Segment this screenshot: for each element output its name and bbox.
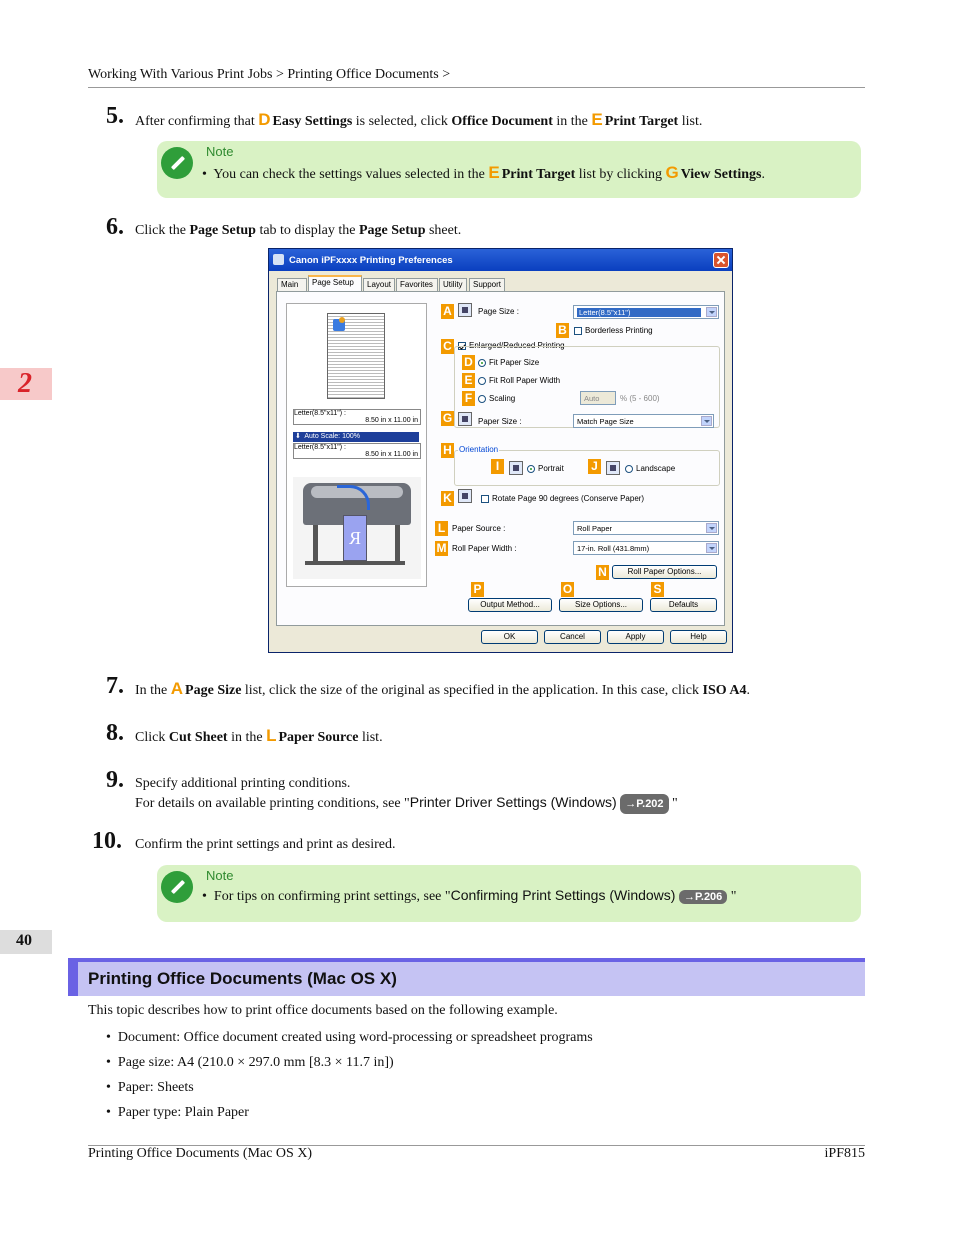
printer-icon xyxy=(273,254,284,265)
orientation-group xyxy=(454,450,720,486)
marker-g: G xyxy=(442,411,453,425)
marker-m: M xyxy=(436,541,447,555)
rotate-checkbox[interactable] xyxy=(481,495,489,503)
enlarged-option[interactable]: Enlarged/Reduced Printing xyxy=(458,341,565,350)
marker-k: K xyxy=(441,491,454,506)
step-text: In the A Page Size list, click the size of the original as specified in the application. In this case, click ISO A4. xyxy=(135,679,750,698)
marker-i: I xyxy=(491,459,504,474)
note-pencil-icon xyxy=(161,147,193,179)
fit-paper-option[interactable]: Fit Paper Size xyxy=(478,358,539,367)
step-number: 6. xyxy=(106,214,124,240)
page-size-icon xyxy=(458,303,472,317)
chapter-tab xyxy=(0,368,52,400)
note-box xyxy=(157,141,861,198)
note-label: Note xyxy=(206,144,234,159)
chevron-down-icon xyxy=(706,543,717,553)
tab-layout[interactable]: Layout xyxy=(363,278,395,291)
printing-preferences-dialog xyxy=(268,248,733,653)
tab-support[interactable]: Support xyxy=(469,278,505,291)
step-number: 10. xyxy=(92,828,122,854)
portrait-option[interactable]: Portrait xyxy=(527,464,564,473)
scaling-range: % (5 - 600) xyxy=(620,394,660,403)
note-pencil-icon xyxy=(161,871,193,903)
fit-roll-option[interactable]: Fit Roll Paper Width xyxy=(478,376,560,385)
marker-d: D xyxy=(462,355,475,370)
rotate-page-icon xyxy=(458,489,472,503)
footer-model: iPF815 xyxy=(824,1146,865,1161)
marker-n: N xyxy=(596,565,609,580)
marker-f: F xyxy=(462,391,475,406)
defaults-button[interactable]: Defaults xyxy=(650,598,717,612)
list-item: • Document: Office document created using word-processing or spreadsheet programs xyxy=(106,1030,593,1045)
page-number-tab xyxy=(0,930,52,954)
confirming-print-settings-link[interactable]: Confirming Print Settings (Windows) xyxy=(450,887,676,903)
step-text: Click Cut Sheet in the L Paper Source list. xyxy=(135,726,383,745)
note-text: • You can check the settings values selected in the E Print Target list by clicking G View Settings. xyxy=(202,163,765,182)
page-ref-badge[interactable]: →P.206 xyxy=(679,890,727,904)
page-number: 40 xyxy=(16,932,32,949)
marker-p: P xyxy=(471,582,484,597)
marker-s: S xyxy=(651,582,664,597)
tab-favorites[interactable]: Favorites xyxy=(396,278,438,291)
preview-pane xyxy=(286,303,427,587)
borderless-option[interactable]: Borderless Printing xyxy=(574,326,653,335)
scaling-option[interactable]: Scaling xyxy=(478,394,515,403)
note-text: • For tips on confirming print settings, see "Confirming Print Settings (Windows) →P.206 " xyxy=(202,887,737,904)
close-icon[interactable] xyxy=(713,252,729,268)
paper-size-dropdown[interactable]: Match Page Size xyxy=(573,414,714,428)
step-text: Click the Page Setup tab to display the Page Setup sheet. xyxy=(135,223,462,238)
output-sheet: R xyxy=(343,515,367,561)
portrait-radio[interactable] xyxy=(527,465,535,473)
chevron-down-icon xyxy=(706,523,717,533)
section-heading-bar xyxy=(68,958,865,996)
section-intro: This topic describes how to print office documents based on the following example. xyxy=(88,1003,558,1018)
scaling-spinner[interactable]: Auto xyxy=(580,391,616,405)
roll-width-label: Roll Paper Width : xyxy=(452,544,517,553)
marker-h: H xyxy=(441,443,454,458)
step-text: Confirm the print settings and print as desired. xyxy=(135,837,396,852)
chevron-down-icon xyxy=(706,307,717,317)
marker-j: J xyxy=(588,459,601,474)
ok-button[interactable]: OK xyxy=(481,630,538,644)
step-text: After confirming that D Easy Settings is selected, click Office Document in the E Print Target list. xyxy=(135,110,703,129)
marker-e: E xyxy=(462,373,475,388)
marker-a: A xyxy=(441,304,454,319)
apply-button[interactable]: Apply xyxy=(607,630,664,644)
paper-size-label: Paper Size : xyxy=(478,417,522,426)
step-number: 7. xyxy=(106,673,124,699)
page-ref-badge[interactable]: →P.202 xyxy=(620,794,668,814)
marker-l: L xyxy=(435,521,448,536)
dialog-title: Canon iPFxxxx Printing Preferences xyxy=(289,255,453,266)
step-number: 5. xyxy=(106,103,124,129)
marker-o: O xyxy=(562,582,573,596)
page-size-label: Page Size : xyxy=(478,307,519,316)
auto-scale-label: ⬇ Auto Scale: 100% xyxy=(293,432,419,442)
landscape-option[interactable]: Landscape xyxy=(625,464,675,473)
marker-b: B xyxy=(556,323,569,338)
paper-source-dropdown[interactable]: Roll Paper xyxy=(573,521,719,535)
tab-page-setup[interactable]: Page Setup xyxy=(308,275,362,292)
section-title: Printing Office Documents (Mac OS X) xyxy=(88,969,397,988)
scaling-radio[interactable] xyxy=(478,395,486,403)
header-rule xyxy=(88,87,865,88)
step-number: 8. xyxy=(106,720,124,746)
fit-paper-radio[interactable] xyxy=(478,359,486,367)
roll-width-dropdown[interactable]: 17-in. Roll (431.8mm) xyxy=(573,541,719,555)
landscape-icon xyxy=(606,461,620,475)
paper-source-label: Paper Source : xyxy=(452,524,506,533)
chevron-down-icon xyxy=(701,416,712,426)
dialog-titlebar xyxy=(269,249,732,271)
paper-size-icon xyxy=(458,412,472,426)
original-size-box: Letter(8.5"x11") : 8.50 in x 11.00 in xyxy=(293,409,421,425)
marker-c: C xyxy=(441,339,454,354)
breadcrumb: Working With Various Print Jobs > Printing Office Documents > xyxy=(88,67,451,82)
tab-utility[interactable]: Utility xyxy=(439,278,467,291)
output-size-box: Letter(8.5"x11") : 8.50 in x 11.00 in xyxy=(293,443,421,459)
borderless-checkbox[interactable] xyxy=(574,327,582,335)
roll-paper-options-button[interactable]: Roll Paper Options... xyxy=(612,565,717,579)
list-item: • Paper type: Plain Paper xyxy=(106,1105,249,1120)
step-number: 9. xyxy=(106,767,124,793)
printer-illustration xyxy=(293,477,421,579)
orientation-title: Orientation xyxy=(459,445,499,454)
section-accent xyxy=(68,958,78,996)
landscape-radio[interactable] xyxy=(625,465,633,473)
list-item: • Paper: Sheets xyxy=(106,1080,194,1095)
example-list xyxy=(106,1030,593,1130)
footer-section-title: Printing Office Documents (Mac OS X) xyxy=(88,1146,313,1161)
page-size-dropdown[interactable]: Letter(8.5"x11") xyxy=(573,305,719,319)
page-setup-sheet xyxy=(276,291,725,626)
page-preview xyxy=(327,313,385,399)
rotate-option[interactable]: Rotate Page 90 degrees (Conserve Paper) xyxy=(481,494,644,503)
step-text: Specify additional printing conditions. For details on available printing conditions, see "Printer Driver Settings (Windows) →P.202 " xyxy=(135,775,678,814)
printer-driver-settings-link[interactable]: Printer Driver Settings (Windows) xyxy=(409,794,617,810)
help-button[interactable]: Help xyxy=(670,630,727,644)
note-box xyxy=(157,865,861,922)
portrait-icon xyxy=(509,461,523,475)
tab-main[interactable]: Main xyxy=(277,278,307,291)
list-item: • Page size: A4 (210.0 × 297.0 mm [8.3 × 11.7 in]) xyxy=(106,1055,394,1070)
note-label: Note xyxy=(206,868,234,883)
chapter-number: 2 xyxy=(18,368,32,399)
size-options-button[interactable]: Size Options... xyxy=(559,598,643,612)
fit-roll-radio[interactable] xyxy=(478,377,486,385)
cancel-button[interactable]: Cancel xyxy=(544,630,601,644)
output-method-button[interactable]: Output Method... xyxy=(468,598,552,612)
